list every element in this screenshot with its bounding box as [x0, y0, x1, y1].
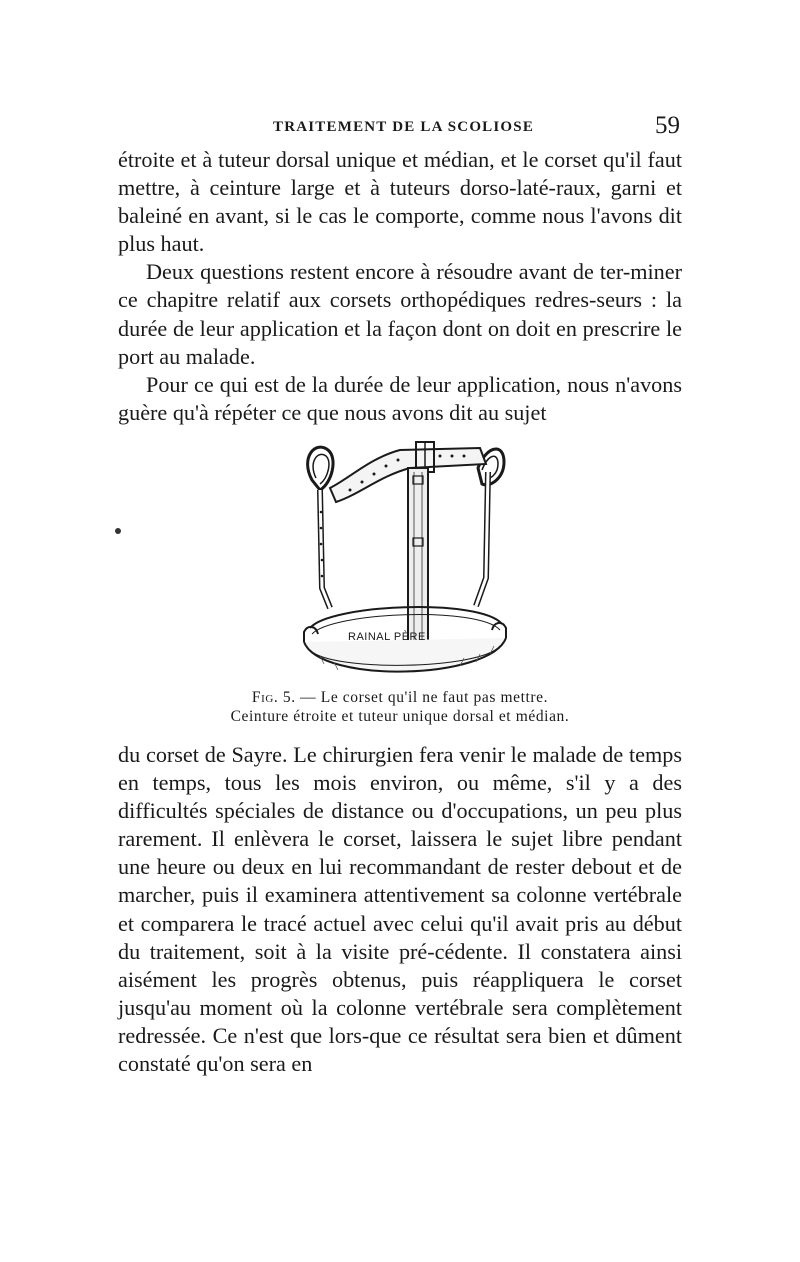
figure-title: — Le corset qu'il ne faut pas mettre. [300, 689, 549, 706]
page-header [118, 112, 682, 144]
corset-engraving [290, 428, 520, 686]
paragraph: Deux questions restent encore à résoudre avant de ter-miner ce chapitre relatif aux corsets orthopédiques redres-seurs : la durée de leur application et la façon dont on doit en prescrire le port au malade. [118, 259, 682, 369]
paragraph: étroite et à tuteur dorsal unique et médian, et le corset qu'il faut mettre, à ceinture large et à tuteurs dorso-laté-raux, garni et baleiné en avant, si le cas le comporte, comme nous l'avons dit plus haut. [118, 147, 682, 257]
text-block-bottom [118, 741, 682, 1078]
paragraph: du corset de Sayre. Le chirurgien fera venir le malade de temps en temps, tous les mois environ, ou même, s'il y a des difficultés spéciales de distance ou d'occupations, un peu plus rarement. Il enlèvera le corset, laissera le sujet libre pendant une heure ou deux en lui recommandant de rester debout et de marcher, puis il examinera attentivement sa colonne vertébrale et comparera le tracé actuel avec celui qu'il avait pris au début du traitement, soit à la visite pré-cédente. Il constatera ainsi aisément les progrès obtenus, puis réappliquera le corset jusqu'au moment où la colonne vertébrale sera complètement redressée. Ce n'est que lors-que ce résultat sera bien et dûment constaté qu'on sera en [118, 742, 682, 1077]
running-title: TRAITEMENT DE LA SCOLIOSE [273, 119, 535, 135]
stray-ink-mark [115, 528, 121, 534]
page-number: 59 [655, 112, 680, 139]
paragraph: Pour ce qui est de la durée de leur application, nous n'avons guère qu'à répéter ce que nous avons dit au sujet [118, 371, 682, 425]
figure-caption [118, 689, 682, 707]
corset-illustration [290, 428, 520, 686]
engraver-signature: RAINAL PÈRE [348, 631, 426, 643]
text-block-top [118, 146, 682, 427]
figure-subtitle: Ceinture étroite et tuteur unique dorsal et médian. [230, 708, 570, 725]
figure-label: Fig. 5. [251, 689, 296, 706]
